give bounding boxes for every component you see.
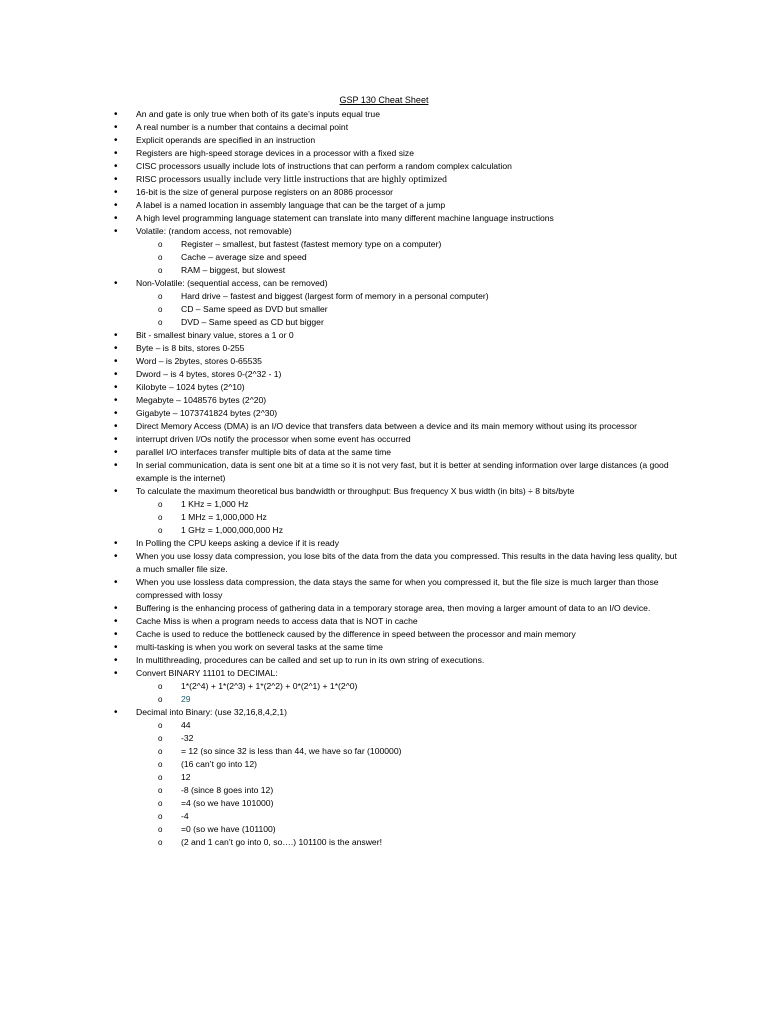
list-item bbox=[0, 355, 768, 368]
sub-list-item bbox=[0, 303, 768, 316]
list-item bbox=[0, 433, 768, 446]
sub-bullet-marker: o bbox=[158, 786, 163, 795]
bullet-marker: • bbox=[114, 395, 118, 406]
list-item bbox=[0, 225, 768, 238]
list-item-text: Cache is used to reduce the bottleneck caused by the difference in speed between the processor and main memory bbox=[136, 629, 576, 639]
sub-list-item bbox=[0, 771, 768, 784]
list-item-text: Direct Memory Access (DMA) is an I/O device that transfers data between a device and its main memory without using its processor bbox=[136, 421, 638, 431]
list-item-text: Kilobyte – 1024 bytes (2^10) bbox=[136, 382, 245, 392]
sub-list-item bbox=[0, 316, 768, 329]
bullet-marker: • bbox=[114, 148, 118, 159]
bullet-marker: • bbox=[114, 382, 118, 393]
list-item bbox=[0, 550, 680, 576]
sub-bullet-marker: o bbox=[158, 292, 163, 301]
list-item-text: Explicit operands are specified in an instruction bbox=[136, 135, 316, 145]
list-item bbox=[0, 173, 768, 186]
list-item-text: 16-bit is the size of general purpose registers on an 8086 processor bbox=[136, 187, 394, 197]
list-item bbox=[0, 212, 768, 225]
list-item-text: When you use lossy data compression, you lose bits of the data from the data you compressed. This results in the data having less quality, but a much smaller file size. bbox=[136, 551, 677, 574]
list-item-text: Convert BINARY 11101 to DECIMAL: bbox=[136, 668, 278, 678]
bullet-marker: • bbox=[114, 447, 118, 458]
list-item bbox=[0, 628, 768, 641]
sub-list-item bbox=[0, 498, 768, 511]
list-item-text: CISC processors usually include lots of instructions that can perform a random complex calculation bbox=[136, 161, 512, 171]
sub-list-item bbox=[0, 264, 768, 277]
bullet-marker: • bbox=[114, 408, 118, 419]
bullet-marker: • bbox=[114, 460, 118, 471]
bullet-marker: • bbox=[114, 642, 118, 653]
list-item bbox=[0, 615, 768, 628]
list-item-text: 1 GHz = 1,000,000,000 Hz bbox=[181, 525, 283, 535]
bullet-marker: • bbox=[114, 707, 118, 718]
list-item bbox=[0, 407, 768, 420]
list-item bbox=[0, 420, 768, 433]
list-item bbox=[0, 108, 768, 121]
list-item-text: 12 bbox=[181, 772, 191, 782]
list-item bbox=[0, 121, 768, 134]
sub-bullet-marker: o bbox=[158, 695, 163, 704]
list-item-text: -32 bbox=[181, 733, 194, 743]
bullet-marker: • bbox=[114, 330, 118, 341]
sub-bullet-marker: o bbox=[158, 240, 163, 249]
page-title bbox=[0, 95, 768, 106]
bullet-marker: • bbox=[114, 551, 118, 562]
sub-list-item bbox=[0, 797, 768, 810]
list-item bbox=[0, 277, 768, 290]
list-item bbox=[0, 147, 768, 160]
bullet-marker: • bbox=[114, 434, 118, 445]
bullet-marker: • bbox=[114, 356, 118, 367]
list-item bbox=[0, 199, 768, 212]
list-item-text: A real number is a number that contains a decimal point bbox=[136, 122, 349, 132]
list-item-text: In Polling the CPU keeps asking a device if it is ready bbox=[136, 538, 340, 548]
list-item bbox=[0, 342, 768, 355]
list-item-text: Gigabyte – 1073741824 bytes (2^30) bbox=[136, 408, 278, 418]
list-item bbox=[0, 381, 768, 394]
bullet-marker: • bbox=[114, 226, 118, 237]
list-item bbox=[0, 576, 680, 602]
list-item-text: =0 (so we have (101100) bbox=[181, 824, 276, 834]
list-item-text: Byte – is 8 bits, stores 0-255 bbox=[136, 343, 245, 353]
sub-list-item bbox=[0, 732, 768, 745]
list-item-text: Volatile: (random access, not removable) bbox=[136, 226, 292, 236]
sub-list-item bbox=[0, 511, 768, 524]
list-item-text: Register – smallest, but fastest (fastest memory type on a computer) bbox=[181, 239, 442, 249]
sub-list-item bbox=[0, 836, 768, 849]
list-item bbox=[0, 394, 768, 407]
sub-list-item bbox=[0, 290, 768, 303]
list-item-text: = 12 (so since 32 is less than 44, we have so far (100000) bbox=[181, 746, 402, 756]
list-item-text: Word – is 2bytes, stores 0-65535 bbox=[136, 356, 262, 366]
list-item-text: -8 (since 8 goes into 12) bbox=[181, 785, 274, 795]
list-item-text: (2 and 1 can’t go into 0, so….) 101100 is the answer! bbox=[181, 837, 382, 847]
list-item-text: 29 bbox=[181, 694, 191, 704]
sub-bullet-marker: o bbox=[158, 266, 163, 275]
list-item bbox=[0, 186, 768, 199]
list-item-text: Decimal into Binary: (use 32,16,8,4,2,1) bbox=[136, 707, 287, 717]
list-item-text: interrupt driven I/Os notify the processor when some event has occurred bbox=[136, 434, 411, 444]
list-item bbox=[0, 537, 768, 550]
list-item-text: RAM – biggest, but slowest bbox=[181, 265, 286, 275]
bullet-marker: • bbox=[114, 213, 118, 224]
sub-bullet-marker: o bbox=[158, 513, 163, 522]
sub-bullet-marker: o bbox=[158, 812, 163, 821]
sub-list-item bbox=[0, 745, 768, 758]
list-item-text: Registers are high-speed storage devices in a processor with a fixed size bbox=[136, 148, 415, 158]
sub-bullet-marker: o bbox=[158, 526, 163, 535]
list-item-text: DVD – Same speed as CD but bigger bbox=[181, 317, 324, 327]
sub-bullet-marker: o bbox=[158, 760, 163, 769]
list-item bbox=[0, 160, 768, 173]
list-item-text-serif: usually include very little instructions that are highly optimized bbox=[203, 174, 447, 185]
sub-bullet-marker: o bbox=[158, 799, 163, 808]
sub-list-item bbox=[0, 680, 768, 693]
bullet-marker: • bbox=[114, 629, 118, 640]
list-item bbox=[0, 706, 768, 719]
sub-bullet-marker: o bbox=[158, 838, 163, 847]
list-item-text: 1 MHz = 1,000,000 Hz bbox=[181, 512, 267, 522]
list-item-text: In serial communication, data is sent one bit at a time so it is not very fast, but it is better at sending information over large distances (a good example is the internet) bbox=[136, 460, 669, 483]
sub-bullet-marker: o bbox=[158, 773, 163, 782]
bullet-marker: • bbox=[114, 538, 118, 549]
sub-bullet-marker: o bbox=[158, 305, 163, 314]
bullet-marker: • bbox=[114, 135, 118, 146]
list-item bbox=[0, 654, 768, 667]
list-item-text: 1*(2^4) + 1*(2^3) + 1*(2^2) + 0*(2^1) + 1*(2^0) bbox=[181, 681, 358, 691]
list-item bbox=[0, 446, 768, 459]
list-item-text: Megabyte – 1048576 bytes (2^20) bbox=[136, 395, 267, 405]
bullet-marker: • bbox=[114, 577, 118, 588]
list-item-text: (16 can’t go into 12) bbox=[181, 759, 257, 769]
bullet-marker: • bbox=[114, 343, 118, 354]
page-title-text: GSP 130 Cheat Sheet bbox=[339, 95, 429, 105]
bullet-marker: • bbox=[114, 486, 118, 497]
bullet-marker: • bbox=[114, 655, 118, 666]
bullet-marker: • bbox=[114, 603, 118, 614]
sub-bullet-marker: o bbox=[158, 682, 163, 691]
sub-list-item bbox=[0, 758, 768, 771]
list-item-text: Non-Volatile: (sequential access, can be removed) bbox=[136, 278, 328, 288]
list-item-text: Hard drive – fastest and biggest (largest form of memory in a personal computer) bbox=[181, 291, 489, 301]
bullet-marker: • bbox=[114, 122, 118, 133]
list-item-text: An and gate is only true when both of its gate’s inputs equal true bbox=[136, 109, 380, 119]
list-item-text: 1 KHz = 1,000 Hz bbox=[181, 499, 249, 509]
list-item-text: To calculate the maximum theoretical bus bandwidth or throughput: Bus frequency X bus width (in bits) ÷ 8 bits/byte bbox=[136, 486, 575, 496]
sub-bullet-marker: o bbox=[158, 318, 163, 327]
list-item-text: A label is a named location in assembly language that can be the target of a jump bbox=[136, 200, 446, 210]
list-item-text: RISC processors bbox=[136, 174, 204, 184]
list-item bbox=[0, 641, 768, 654]
list-item-text: Bit - smallest binary value, stores a 1 or 0 bbox=[136, 330, 294, 340]
list-item-text: Buffering is the enhancing process of gathering data in a temporary storage area, then moving a larger amount of data to an I/O device. bbox=[136, 603, 651, 613]
list-item-text: 44 bbox=[181, 720, 191, 730]
bullet-marker: • bbox=[114, 174, 118, 185]
sub-list-item bbox=[0, 719, 768, 732]
list-item-text: Dword – is 4 bytes, stores 0-(2^32 - 1) bbox=[136, 369, 282, 379]
sub-bullet-marker: o bbox=[158, 825, 163, 834]
list-item-text: In multithreading, procedures can be called and set up to run in its own string of executions. bbox=[136, 655, 485, 665]
bullet-marker: • bbox=[114, 616, 118, 627]
bullet-marker: • bbox=[114, 278, 118, 289]
bullet-marker: • bbox=[114, 369, 118, 380]
list-item-text: CD – Same speed as DVD but smaller bbox=[181, 304, 328, 314]
list-item bbox=[0, 459, 680, 485]
sub-bullet-marker: o bbox=[158, 500, 163, 509]
list-item bbox=[0, 329, 768, 342]
sub-bullet-marker: o bbox=[158, 721, 163, 730]
list-item-text: When you use lossless data compression, the data stays the same for when you compressed it, but the file size is much larger than those compressed with lossy bbox=[136, 577, 659, 600]
bullet-marker: • bbox=[114, 668, 118, 679]
list-item-text: -4 bbox=[181, 811, 189, 821]
list-item bbox=[0, 602, 680, 615]
bullet-marker: • bbox=[114, 161, 118, 172]
sub-bullet-marker: o bbox=[158, 747, 163, 756]
list-item bbox=[0, 368, 768, 381]
list-item-text: multi-tasking is when you work on several tasks at the same time bbox=[136, 642, 383, 652]
bullet-marker: • bbox=[114, 109, 118, 120]
sub-list-item bbox=[0, 693, 768, 706]
sub-list-item bbox=[0, 524, 768, 537]
list-item bbox=[0, 485, 768, 498]
sub-list-item bbox=[0, 251, 768, 264]
bullet-list bbox=[0, 108, 768, 849]
bullet-marker: • bbox=[114, 200, 118, 211]
list-item-text: =4 (so we have 101000) bbox=[181, 798, 274, 808]
list-item bbox=[0, 667, 768, 680]
sub-list-item bbox=[0, 823, 768, 836]
list-item bbox=[0, 134, 768, 147]
list-item-text: Cache – average size and speed bbox=[181, 252, 307, 262]
bullet-marker: • bbox=[114, 421, 118, 432]
sub-list-item bbox=[0, 810, 768, 823]
list-item-text: A high level programming language statement can translate into many different machine language instructions bbox=[136, 213, 554, 223]
list-item-text: Cache Miss is when a program needs to access data that is NOT in cache bbox=[136, 616, 418, 626]
sub-list-item bbox=[0, 784, 768, 797]
list-item-text: parallel I/O interfaces transfer multiple bits of data at the same time bbox=[136, 447, 392, 457]
bullet-marker: • bbox=[114, 187, 118, 198]
sub-bullet-marker: o bbox=[158, 253, 163, 262]
sub-list-item bbox=[0, 238, 768, 251]
sub-bullet-marker: o bbox=[158, 734, 163, 743]
